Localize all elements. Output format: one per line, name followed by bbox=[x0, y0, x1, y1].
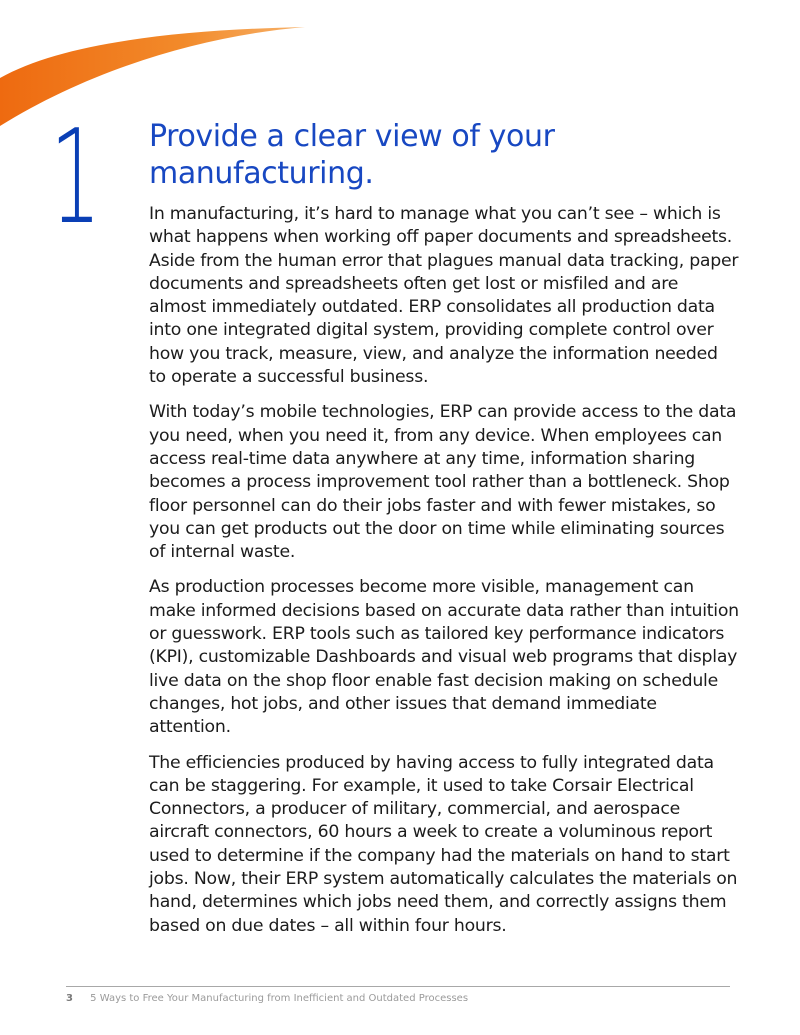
footer-page-number: 3 bbox=[66, 993, 73, 1004]
page-footer bbox=[66, 986, 730, 1004]
body-paragraph-1: In manufacturing, it’s hard to manage what you can’t see – which is what happens when working off paper documents and spreadsheets. Aside from the human error that plagues manual data tracking, paper documents and spreadsheets often get lost or misfiled and are almost immediately outdated. ERP consolidates all production data into one integrated digital system, providing complete control over how you track, measure, view, and analyze the information needed to operate a successful business. bbox=[149, 204, 739, 388]
body-paragraph-4: The efficiencies produced by having access to fully integrated data can be staggering. For example, it used to take Corsair Electrical Connectors, a producer of military, commercial, and aerospace aircraft connectors, 60 hours a week to create a voluminous report used to determine if the company had the materials on hand to start jobs. Now, their ERP system automatically calculates the materials on hand, determines which jobs need them, and correctly assigns them based on due dates – all within four hours. bbox=[149, 752, 738, 936]
footer-document-title: 5 Ways to Free Your Manufacturing from Inefficient and Outdated Processes bbox=[90, 993, 469, 1004]
section-title: Provide a clear view of your manufacturing. bbox=[149, 119, 555, 191]
body-paragraph-3: As production processes become more visible, management can make informed decisions based on accurate data rather than intuition or guesswork. ERP tools such as tailored key performance indicators (KPI), customizable Dashboards and visual web programs that display live data on the shop floor enable fast decision making on schedule changes, hot jobs, and other issues that demand immediate attention. bbox=[149, 577, 739, 738]
body-paragraph-2: With today’s mobile technologies, ERP can provide access to the data you need, when you need it, from any device. When employees can access real-time data anywhere at any time, information sharing becomes a process improvement tool rather than a bottleneck. Shop floor personnel can do their jobs faster and with fewer mistakes, so you can get products out the door on time while eliminating sources of internal waste. bbox=[149, 402, 737, 563]
section-number: 1 bbox=[50, 101, 101, 253]
main-content bbox=[149, 118, 739, 950]
orange-swoosh-decoration bbox=[0, 0, 310, 130]
